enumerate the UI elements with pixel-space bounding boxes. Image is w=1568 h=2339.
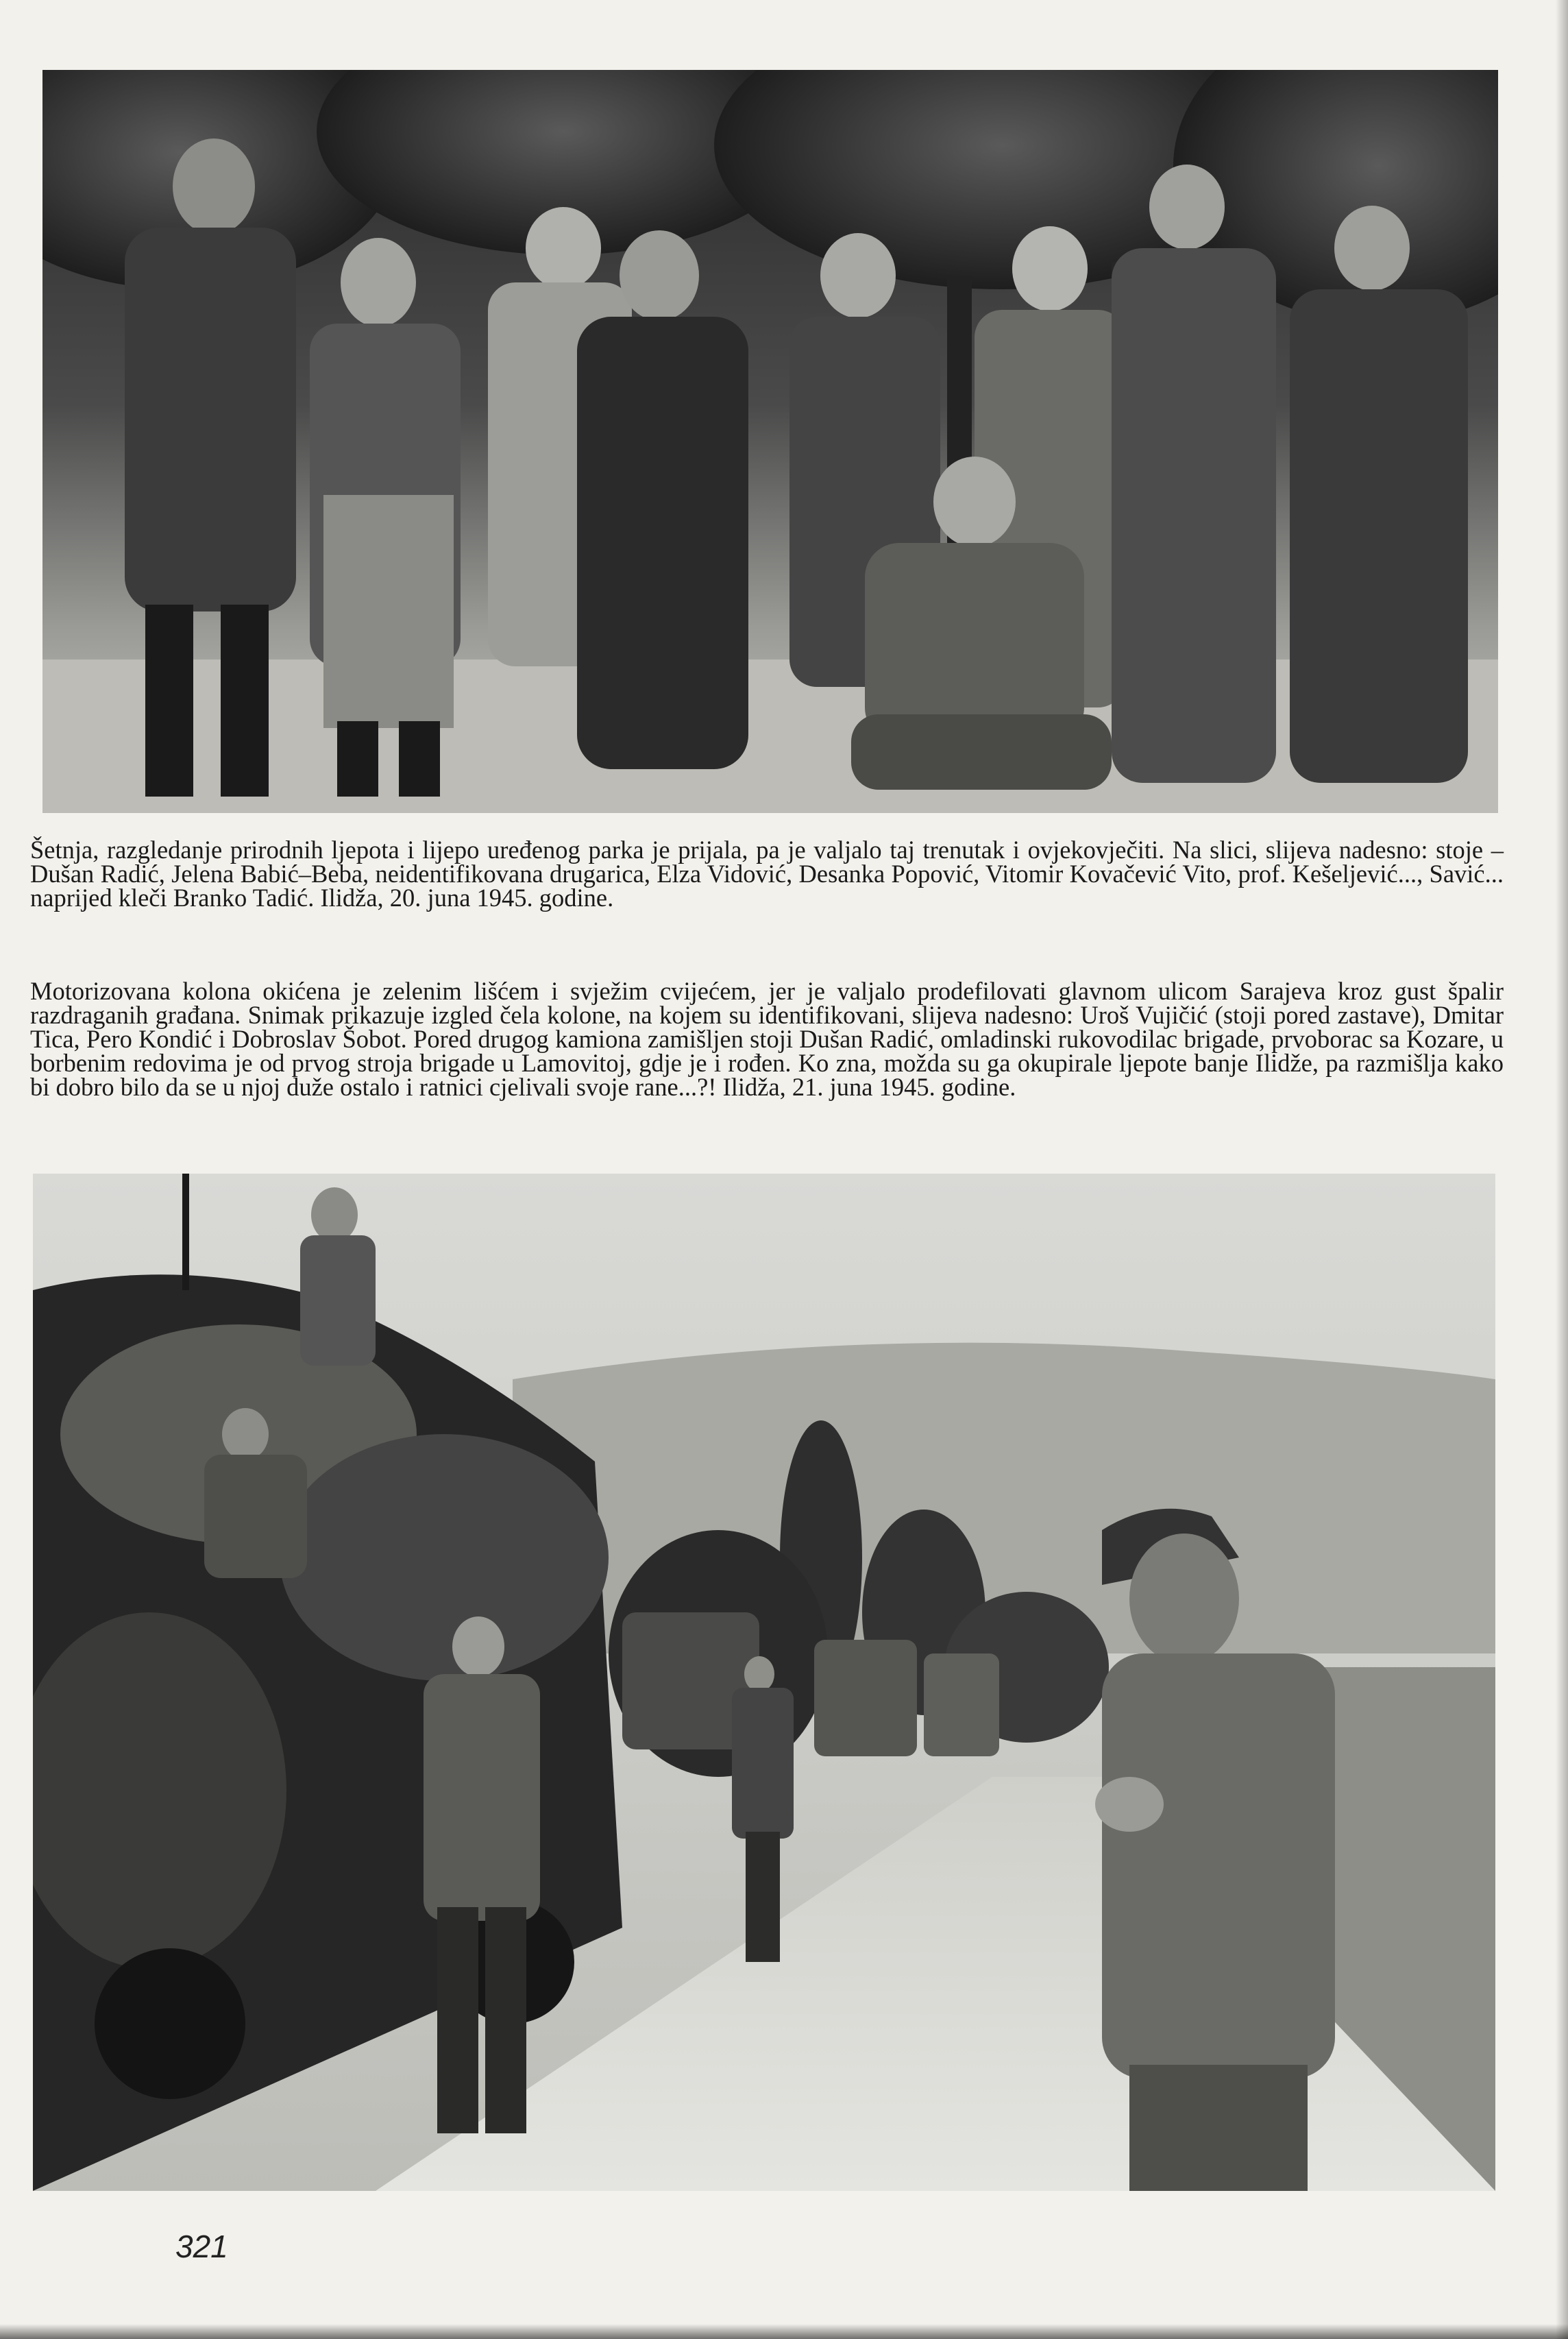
convoy-photo-road-image [33, 1174, 1495, 2191]
convoy-photo-road [33, 1174, 1495, 2191]
group-photo-park [42, 70, 1498, 813]
page-edge-shadow [1556, 0, 1568, 2339]
photo-caption-bottom: Motorizovana kolona okićena je zelenim lišćem i svježim cvijećem, jer je valjalo prodefilovati glavnom ulicom Sarajeva kroz gust špalir razdraganih građana. Snimak prikazuje izgled čela kolone, na kojem su identifikovani, slijeva nadesno: Uroš Vujičić (stoji pored zastave), Dmitar Tica, Pero Kondić i Dobroslav Šobot. Pored drugog kamiona zamišljen stoji Dušan Radić, omladinski rukovodilac brigade, prvoborac sa Kozare, u borbenim redovima je od prvog stroja brigade u Lamovitoj, gdje je i rođen. Ko zna, možda su ga okupirale ljepote banje Ilidže, pa razmišlja kako bi dobro bilo da se u njoj duže ostalo i ratnici cjelivali svoje rane...?! Ilidža, 21. juna 1945. godine. [30, 977, 1504, 1101]
photo-caption-top: Šetnja, razgledanje prirodnih ljepota i lijepo uređenog parka je prijala, pa je valjalo taj trenutak i ovjekovječiti. Na slici, slijeva nadesno: stoje – Dušan Radić, Jelena Babić–Beba, neidentifikovana drugarica, Elza Vidović, Desanka Popović, Vitomir Kovačević Vito, prof. Kešeljević..., Savić... naprijed kleči Branko Tadić. Ilidža, 20. juna 1945. godine. [30, 836, 1504, 912]
page-bottom-shadow [0, 2324, 1568, 2339]
page-number: 321 [175, 2229, 228, 2264]
group-photo-park-image [42, 70, 1498, 813]
